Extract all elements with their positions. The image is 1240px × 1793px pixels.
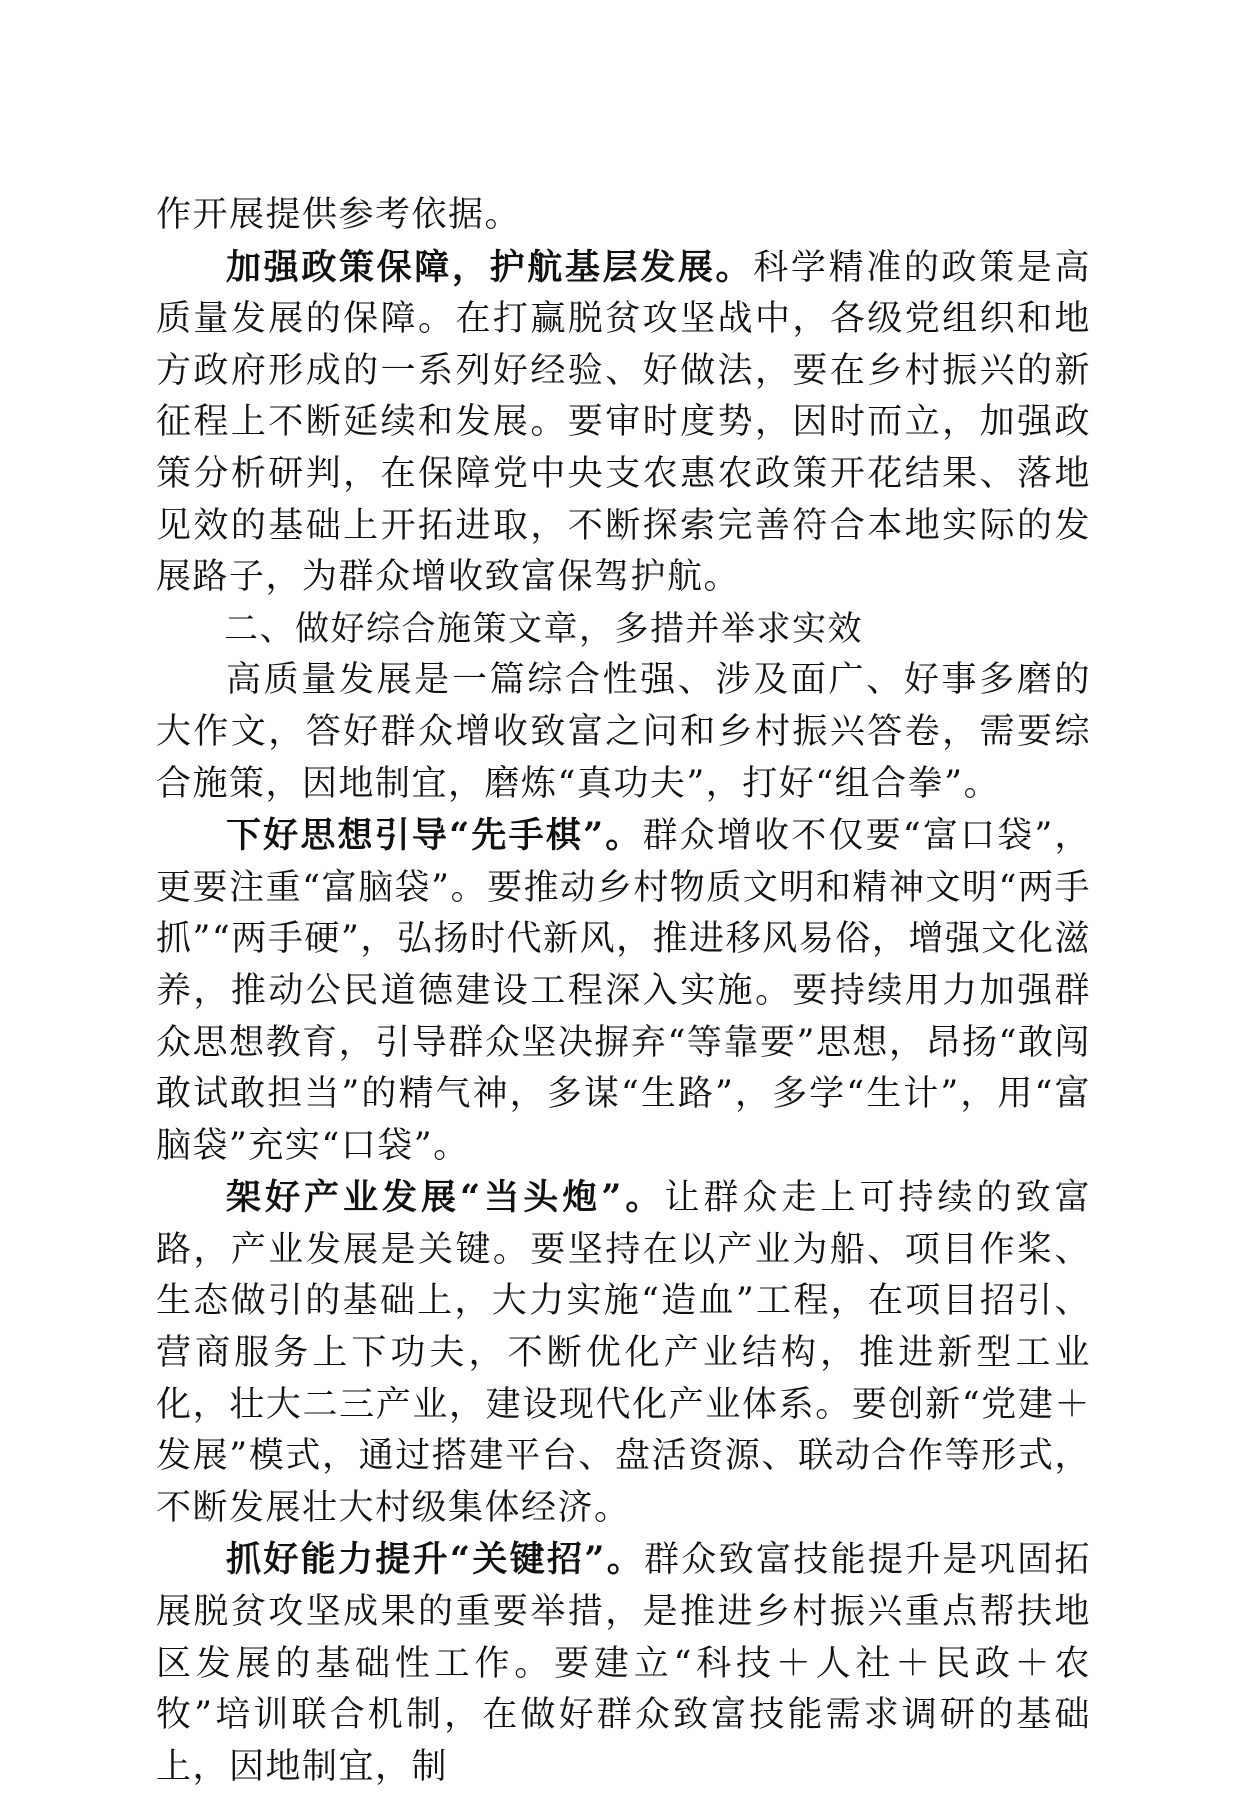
paragraph-industry-development bbox=[156, 1172, 1091, 1534]
paragraph-text: 科学精准的政策是高质量发展的保障。在打赢脱贫攻坚战中，各级党组织和地方政府形成的一系列好经验、好做法，要在乡村振兴的新征程上不断延续和发展。要审时度势，因时而立，加强政策分析研判，在保障党中央支农惠农政策开花结果、落地见效的基础上开拓进取，不断探索完善符合本地实际的发展路子，为群众增收致富保驾护航。 bbox=[156, 247, 1091, 598]
paragraph-continuation bbox=[156, 190, 1091, 242]
section-heading: 二、做好综合施策文章，多措并举求实效 bbox=[224, 608, 863, 649]
document-body bbox=[156, 190, 1091, 1793]
paragraph-text: 群众增收不仅要“富口袋”，更要注重“富脑袋”。要推动乡村物质文明和精神文明“两手抓”“两手硬”，弘扬时代新风，推进移风易俗，增强文化滋养，推动公民道德建设工程深入实施。要持续用力加强群众思想教育，引导群众坚决摒弃“等靠要”思想，昂扬“敢闯敢试敢担当”的精气神，多谋“生路”，多学“生计”，用“富脑袋”充实“口袋”。 bbox=[156, 816, 1091, 1166]
paragraph-text: 作开展提供参考依据。 bbox=[156, 195, 522, 235]
paragraph-capability-improvement bbox=[156, 1534, 1091, 1793]
paragraph-text: 让群众走上可持续的致富路，产业发展是关键。要坚持在以产业为船、项目作桨、生态做引的基础上，大力实施“造血”工程，在项目招引、营商服务上下功夫，不断优化产业结构，推进新型工业化，壮大二三产业，建设现代化产业体系。要创新“党建＋发展”模式，通过搭建平台、盘活资源、联动合作等形式，不断发展壮大村级集体经济。 bbox=[156, 1178, 1091, 1528]
paragraph-lead-bold: 抓好能力提升“关键招”。 bbox=[226, 1539, 645, 1581]
paragraph-policy-guarantee bbox=[156, 242, 1091, 604]
paragraph-text: 群众致富技能提升是巩固拓展脱贫攻坚成果的重要举措，是推进乡村振兴重点帮扶地区发展的基础性工作。要建立“科技＋人社＋民政＋农牧”培训联合机制，在做好群众致富技能需求调研的基础上，因地制宜，制 bbox=[156, 1540, 1091, 1787]
paragraph-intro bbox=[156, 655, 1091, 810]
paragraph-text: 高质量发展是一篇综合性强、涉及面广、好事多磨的大作文，答好群众增收致富之问和乡村振兴答卷，需要综合施策，因地制宜，磨炼“真功夫”，打好“组合拳”。 bbox=[156, 660, 1091, 804]
paragraph-lead-bold: 架好产业发展“当头炮”。 bbox=[226, 1177, 665, 1219]
paragraph-lead-bold: 下好思想引导“先手棋”。 bbox=[226, 815, 643, 857]
paragraph-ideology-guidance bbox=[156, 810, 1091, 1172]
paragraph-lead-bold: 加强政策保障，护航基层发展。 bbox=[226, 246, 754, 288]
